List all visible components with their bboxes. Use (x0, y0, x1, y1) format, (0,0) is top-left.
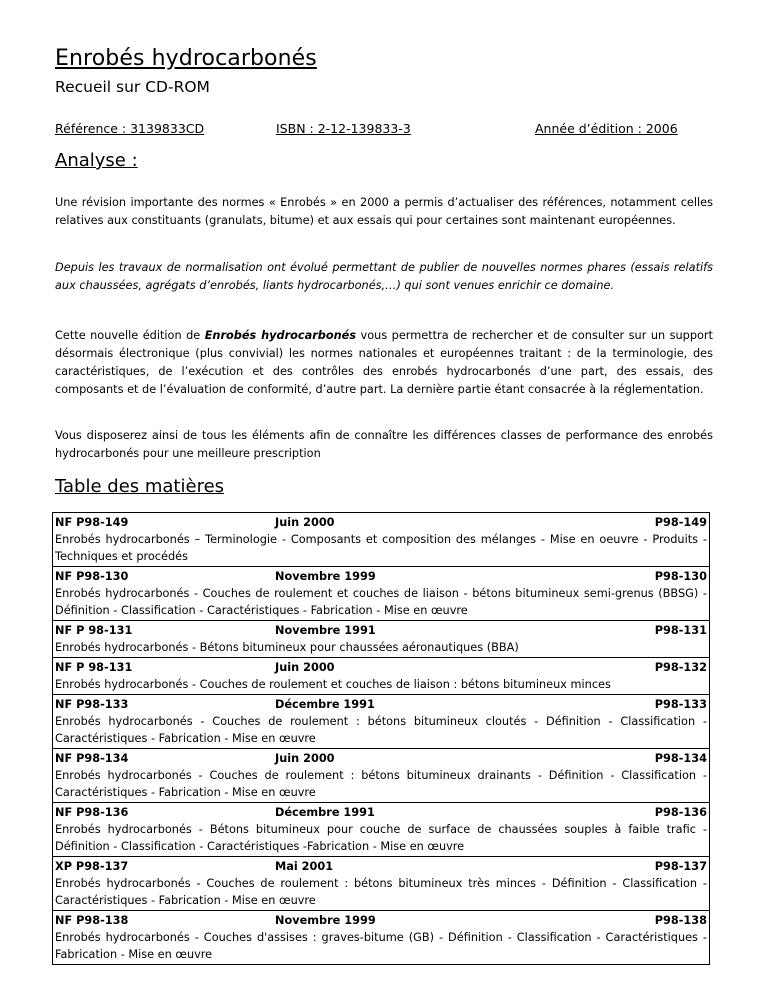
standard-date: Juin 2000 (275, 516, 335, 529)
toc-entry (53, 857, 709, 911)
standard-date: Décembre 1991 (275, 806, 375, 819)
standard-date: Mai 2001 (275, 860, 334, 873)
toc-table (52, 512, 710, 965)
standard-ref: P98-137 (654, 860, 707, 873)
standard-code: XP P98-137 (55, 860, 129, 873)
standard-code: NF P98-138 (55, 914, 129, 927)
document-title: Enrobés hydrocarbonés (55, 46, 317, 71)
standard-description: Enrobés hydrocarbonés - Bétons bitumineux pour couche de surface de chaussées souples à faible trafic - Définition - Classification - Caractéristiques -Fabrication - Mise en œuvre (55, 823, 707, 853)
analyse-paragraph-1: Une révision importante des normes « Enrobés » en 2000 a permis d’actualiser des références, notamment celles relatives aux constituants (granulats, bitume) et aux essais qui pour certaines sont maintenant européennes. (55, 196, 713, 227)
product-name-emphasis: Enrobés hydrocarbonés (204, 329, 357, 342)
standard-description: Enrobés hydrocarbonés - Bétons bitumineux pour chaussées aéronautiques (BBA) (55, 641, 519, 654)
standard-date: Décembre 1991 (275, 698, 375, 711)
standard-ref: P98-149 (654, 516, 707, 529)
toc-entry-header (55, 858, 707, 875)
toc-entry (53, 658, 709, 695)
standard-code: NF P98-149 (55, 516, 129, 529)
toc-entry-header (55, 750, 707, 767)
standard-ref: P98-138 (654, 914, 707, 927)
standard-ref: P98-133 (654, 698, 707, 711)
standard-date: Novembre 1991 (275, 624, 376, 637)
standard-date: Juin 2000 (275, 752, 335, 765)
standard-description: Enrobés hydrocarbonés - Couches de roulement : bétons bitumineux très minces - Définition - Classification - Caractéristiques - Fabrication - Mise en œuvre (55, 877, 707, 907)
standard-code: NF P98-133 (55, 698, 129, 711)
toc-entry (53, 749, 709, 803)
standard-ref: P98-134 (654, 752, 707, 765)
toc-entry-header (55, 514, 707, 531)
analyse-paragraph-3 (55, 327, 713, 399)
standard-date: Novembre 1999 (275, 914, 376, 927)
standard-code: NF P 98-131 (55, 624, 133, 637)
standard-description: Enrobés hydrocarbonés - Couches de roulement et couches de liaison : bétons bitumineux minces (55, 678, 611, 691)
toc-heading: Table des matières (55, 476, 225, 497)
reference-number: Référence : 3139833CD (55, 121, 205, 136)
standard-code: NF P98-130 (55, 570, 129, 583)
isbn-number: ISBN : 2-12-139833-3 (276, 121, 411, 136)
toc-entry-header (55, 912, 707, 929)
toc-entry (53, 803, 709, 857)
toc-entry (53, 513, 709, 567)
standard-description: Enrobés hydrocarbonés – Terminologie - Composants et composition des mélanges - Mise en oeuvre - Produits - Techniques et procédés (55, 533, 707, 563)
toc-entry (53, 621, 709, 658)
analyse-paragraph-4: Vous disposerez ainsi de tous les éléments afin de connaître les différences classes de performance des enrobés hydrocarbonés pour une meilleure prescription (55, 429, 713, 460)
standard-ref: P98-132 (654, 661, 707, 674)
standard-code: NF P98-134 (55, 752, 129, 765)
standard-description: Enrobés hydrocarbonés - Couches de roulement : bétons bitumineux cloutés - Définition - Classification - Caractéristiques - Fabrication - Mise en œuvre (55, 715, 707, 745)
toc-entry (53, 695, 709, 749)
standard-ref: P98-136 (654, 806, 707, 819)
toc-entry (53, 567, 709, 621)
toc-entry-header (55, 622, 707, 639)
standard-description: Enrobés hydrocarbonés - Couches d'assises : graves-bitume (GB) - Définition - Classification - Caractéristiques - Fabrication - Mise en œuvre (55, 931, 707, 961)
edition-year: Année d’édition : 2006 (535, 121, 678, 136)
paragraph-3-end: vous permettra de rechercher et de consulter sur un support désormais électronique (plus convivial) les normes nationales et européennes traitant : de la terminologie, des caractéristiques, de l’exécution et des contrôles des enrobés hydrocarbonés d’une part, des essais, des composants et de l’évaluation de conformité, d’autre part. La dernière partie étant consacrée à la réglementation. (55, 329, 713, 396)
analyse-heading: Analyse : (55, 150, 138, 171)
toc-entry (53, 911, 709, 965)
standard-description: Enrobés hydrocarbonés - Couches de roulement : bétons bitumineux drainants - Définition - Classification - Caractéristiques - Fabrication - Mise en œuvre (55, 769, 707, 799)
toc-entry-header (55, 804, 707, 821)
standard-ref: P98-130 (654, 570, 707, 583)
standard-code: NF P 98-131 (55, 661, 133, 674)
standard-code: NF P98-136 (55, 806, 129, 819)
standard-ref: P98-131 (654, 624, 707, 637)
standard-date: Juin 2000 (275, 661, 335, 674)
standard-date: Novembre 1999 (275, 570, 376, 583)
toc-entry-header (55, 659, 707, 676)
toc-entry-header (55, 568, 707, 585)
document-subtitle: Recueil sur CD-ROM (55, 78, 210, 96)
toc-entry-header (55, 696, 707, 713)
standard-description: Enrobés hydrocarbonés - Couches de roulement et couches de liaison - bétons bitumineux semi-grenus (BBSG) - Définition - Classification - Caractéristiques - Fabrication - Mise en œuvre (55, 587, 707, 617)
paragraph-3-start: Cette nouvelle édition de (55, 329, 205, 342)
analyse-paragraph-2: Depuis les travaux de normalisation ont évolué permettant de publier de nouvelles normes phares (essais relatifs aux chaussées, agrégats d’enrobés, liants hydrocarbonés,…) qui sont venues enrichir ce domaine. (55, 261, 713, 292)
